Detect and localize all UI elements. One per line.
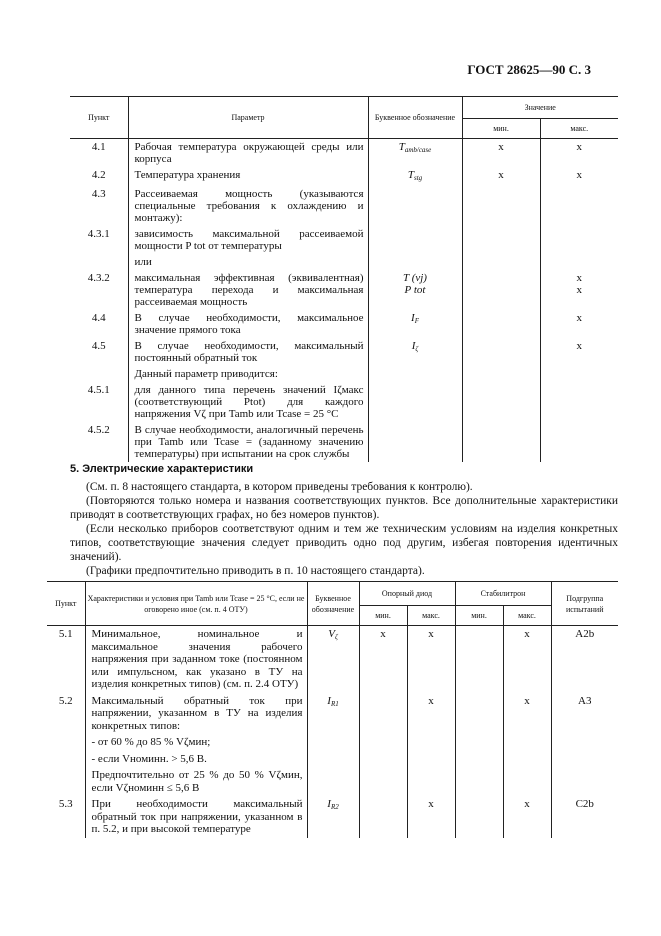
row-symbol (368, 167, 462, 186)
row-param: В случае необходимости, аналогичный перечень при Tamb или Tcase = (заданному значению температуры) при испытании на срок службы (128, 422, 368, 462)
row-param: При необходимости максимальный обратный ток при напряжении, указанном в п. 5.2, и при высокой температуре (85, 796, 307, 838)
symbol-sub: stg (413, 174, 423, 182)
row-number (47, 751, 85, 768)
section-body (70, 480, 618, 578)
row-symbol (307, 734, 359, 751)
col-d-min-header: мин. (359, 606, 407, 626)
row-d-max: x (407, 796, 455, 838)
table-row (70, 139, 618, 168)
col-value-header: Значение (462, 97, 618, 119)
row-s-max: x (503, 626, 551, 693)
table-row (70, 254, 618, 270)
row-number: 4.5.1 (87, 384, 110, 396)
paragraph: (Графики предпочтительно приводить в п. 10 настоящего стандарта). (86, 565, 425, 577)
row-max (540, 226, 618, 254)
paragraph: (См. п. 8 настоящего стандарта, в котором приведены требования к контролю). (86, 481, 473, 493)
symbol-main: T (398, 141, 405, 153)
row-d-max (407, 767, 455, 796)
col-stabilitron-header: Стабилитрон (455, 582, 551, 606)
row-param: максимальная эффективная (эквивалентная) температура перехода и максимальная рассеиваемая мощность (128, 270, 368, 310)
col-item-header: Пункт (70, 97, 128, 139)
symbol-main: V (328, 628, 335, 640)
table-row (47, 796, 618, 838)
row-subgroup (551, 767, 618, 796)
symbol-sub: F (414, 317, 419, 325)
row-param: зависимость максимальной рассеиваемой мощности P tot от температуры (128, 226, 368, 254)
row-max (540, 270, 618, 310)
row-d-max (407, 734, 455, 751)
row-s-min (455, 693, 503, 735)
row-param: для данного типа перечень значений Iζмакс (соответствующий Ptot) для каждого напряжения Vζ при Tamb или Tcase = 25 °С (128, 382, 368, 422)
row-subgroup: A3 (551, 693, 618, 735)
row-s-max: x (503, 693, 551, 735)
col-ref-diode-header: Опорный диод (359, 582, 455, 606)
paragraph: (Повторяются только номера и названия соответствующих пунктов. Все дополнительные характеристики приводят в соответствующих графах, но без номеров пунктов). (70, 495, 618, 521)
row-d-min: x (359, 626, 407, 693)
row-s-min (455, 751, 503, 768)
row-subgroup: C2b (551, 796, 618, 838)
table-row (70, 310, 618, 338)
row-symbol (368, 382, 462, 422)
row-number: 4.2 (91, 169, 106, 181)
table-row (70, 366, 618, 382)
row-number: 4.3.1 (87, 228, 110, 240)
parameters-table (70, 96, 618, 462)
col-s-max-header: макс. (503, 606, 551, 626)
row-symbol (368, 422, 462, 462)
row-symbol (307, 626, 359, 693)
symbol-sub: amb/case (404, 146, 432, 154)
row-param: Минимальное, номинальное и максимальное значения рабочего напряжения при заданном токе (постоянном или импульсном, как указано в ТУ на изделия конкретных типов) (см. п. 2.4 ОТУ) (85, 626, 307, 693)
row-s-min (455, 734, 503, 751)
row-param: Максимальный обратный ток при напряжении, указанном в ТУ на изделия конкретных типов: (85, 693, 307, 735)
row-param: В случае необходимости, максимальный постоянный обратный ток (128, 338, 368, 366)
row-min (462, 186, 540, 226)
row-d-min (359, 796, 407, 838)
row-param: Рассеиваемая мощность (указываются специальные требования к охлаждению и монтажу): (128, 186, 368, 226)
row-param: - если Vноминн. > 5,6 В. (85, 751, 307, 768)
row-s-max (503, 751, 551, 768)
symbol-main: I (327, 694, 331, 707)
row-max (540, 422, 618, 462)
row-subgroup (551, 734, 618, 751)
row-param: или (128, 254, 368, 270)
col-min-header: мин. (462, 119, 540, 139)
row-s-min (455, 767, 503, 796)
row-min (462, 382, 540, 422)
row-max: x (540, 167, 618, 186)
row-symbol (368, 186, 462, 226)
row-number (70, 254, 128, 270)
table-row (47, 626, 618, 693)
row-d-min (359, 693, 407, 735)
row-subgroup (551, 751, 618, 768)
row-number: 5.2 (58, 694, 73, 707)
row-symbol (368, 366, 462, 382)
row-s-min (455, 626, 503, 693)
symbol-sub: ζ (334, 633, 338, 641)
row-number: 5.1 (58, 628, 73, 640)
row-number: 4.3.2 (87, 272, 110, 284)
row-min (462, 338, 540, 366)
table-row (70, 186, 618, 226)
table-row (70, 226, 618, 254)
row-symbol (307, 751, 359, 768)
table-row (70, 382, 618, 422)
row-param: Температура хранения (128, 167, 368, 186)
col-param-header: Параметр (128, 97, 368, 139)
row-max: x (540, 310, 618, 338)
row-symbol (368, 310, 462, 338)
row-symbol (368, 226, 462, 254)
row-symbol (368, 270, 462, 310)
row-number: 4.3 (91, 188, 106, 200)
col-s-min-header: мин. (455, 606, 503, 626)
row-d-min (359, 734, 407, 751)
row-symbol (368, 139, 462, 168)
symbol-main: I (411, 312, 415, 324)
row-max (540, 382, 618, 422)
table-row (47, 751, 618, 768)
col-param-header: Характеристики и условия при Tamb или Tcase = 25 °С, если не оговорено иное (см. п. 4 ОТУ) (85, 582, 307, 626)
row-symbol (307, 693, 359, 735)
section-title: 5. Электрические характеристики (70, 463, 254, 475)
row-symbol (307, 767, 359, 796)
row-d-max: x (407, 626, 455, 693)
row-number: 4.5.2 (87, 424, 110, 436)
row-max: x (540, 139, 618, 168)
symbol-main: I (327, 798, 331, 810)
table-row (47, 693, 618, 735)
row-param: Предпочтительно от 25 % до 50 % Vζмин, если Vζноминн ≤ 5,6 В (85, 767, 307, 796)
symbol-secondary: P tot (404, 284, 426, 296)
row-s-max: x (503, 796, 551, 838)
electrical-characteristics-table (47, 581, 618, 838)
row-param: Рабочая температура окружающей среды или корпуса (128, 139, 368, 168)
row-max-2: x (576, 284, 582, 296)
table-row (47, 767, 618, 796)
symbol-sub: R2 (330, 803, 339, 811)
col-d-max-header: макс. (407, 606, 455, 626)
row-number (47, 767, 85, 796)
row-subgroup: A2b (551, 626, 618, 693)
row-symbol (368, 338, 462, 366)
row-d-max: x (407, 693, 455, 735)
row-min (462, 254, 540, 270)
symbol-sub: ζ (415, 345, 419, 353)
symbol-main: T (vj) (403, 272, 427, 284)
row-d-max (407, 751, 455, 768)
paragraph: (Если несколько приборов соответствуют одним и тем же техническим условиям на изделия конкретных типов, соответствующие значения следует приводить одно под другим, избегая повторения идентичных значений). (70, 523, 618, 563)
col-max-header: макс. (540, 119, 618, 139)
row-min: x (462, 139, 540, 168)
row-max (540, 366, 618, 382)
row-min (462, 422, 540, 462)
table-row (70, 338, 618, 366)
row-d-min (359, 751, 407, 768)
row-number: 5.3 (58, 798, 73, 810)
row-param: - от 60 % до 85 % Vζмин; (85, 734, 307, 751)
row-number: 4.5 (91, 340, 106, 352)
col-symbol-header: Буквенное обозначение (368, 97, 462, 139)
row-param: В случае необходимости, максимальное значение прямого тока (128, 310, 368, 338)
col-symbol-header: Буквенное обозначение (307, 582, 359, 626)
row-number: 4.1 (91, 141, 106, 153)
symbol-sub: R1 (330, 699, 339, 708)
row-max-1: x (576, 272, 582, 284)
row-s-min (455, 796, 503, 838)
row-min (462, 366, 540, 382)
row-max (540, 254, 618, 270)
table-row (70, 270, 618, 310)
row-number: 4.4 (91, 312, 106, 324)
col-item-header: Пункт (47, 582, 85, 626)
table-row (70, 167, 618, 186)
row-number (47, 734, 85, 751)
row-s-max (503, 734, 551, 751)
row-max: x (540, 338, 618, 366)
symbol-main: I (411, 340, 416, 352)
row-symbol (368, 254, 462, 270)
row-symbol (307, 796, 359, 838)
symbol-main: T (407, 169, 414, 181)
col-subgroup-header: Подгруппа испытаний (551, 582, 618, 626)
row-d-min (359, 767, 407, 796)
row-param: Данный параметр приводится: (128, 366, 368, 382)
page-header: ГОСТ 28625—90 С. 3 (467, 62, 591, 77)
row-min (462, 226, 540, 254)
table-row (47, 734, 618, 751)
table-row (70, 422, 618, 462)
row-min (462, 270, 540, 310)
row-s-max (503, 767, 551, 796)
row-number (70, 366, 128, 382)
row-min (462, 310, 540, 338)
row-min: x (462, 167, 540, 186)
row-max (540, 186, 618, 226)
